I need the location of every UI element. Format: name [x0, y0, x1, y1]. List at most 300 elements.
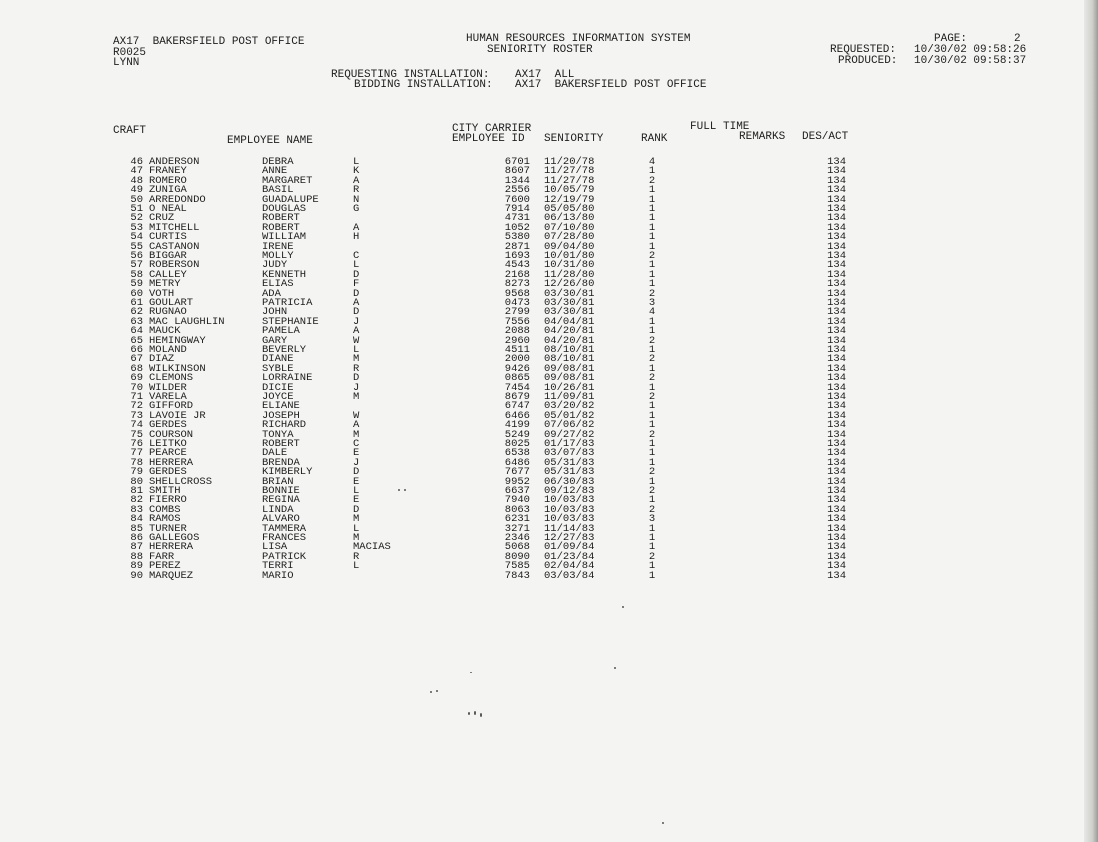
des-act: 134 — [827, 174, 846, 187]
employee-id: 5380 — [504, 231, 530, 244]
middle-name: J — [353, 315, 360, 328]
last-name: TURNER — [149, 522, 187, 535]
employee-id: 8063 — [504, 503, 530, 516]
des-act: 134 — [827, 221, 846, 234]
employee-name-header: EMPLOYEE NAME — [227, 135, 313, 147]
des-act: 134 — [827, 184, 846, 197]
employee-id: 4199 — [504, 419, 530, 432]
rank: 2 — [648, 287, 656, 300]
middle-name: F — [353, 278, 360, 291]
des-act: 134 — [827, 156, 846, 168]
last-name: BIGGAR — [149, 250, 187, 262]
page-edge-shadow — [1084, 0, 1098, 842]
row-number: 68 — [130, 362, 143, 375]
seniority-date: 12/27/83 — [544, 532, 595, 544]
last-name: ANDERSON — [149, 156, 200, 168]
employee-id: 8090 — [504, 550, 530, 563]
last-name: GERDES — [149, 419, 187, 432]
produced-value: 10/30/02 09:58:37 — [914, 55, 1027, 67]
last-name: CRUZ — [149, 212, 175, 225]
seniority-date: 04/20/81 — [544, 334, 595, 347]
employee-id-header: EMPLOYEE ID — [452, 133, 525, 145]
des-act: 134 — [827, 550, 846, 563]
bidding-value: AX17 BAKERSFIELD POST OFFICE — [515, 79, 707, 91]
first-name: JOSEPH — [262, 409, 300, 422]
rank: 3 — [648, 513, 656, 526]
first-name: DALE — [262, 447, 288, 460]
page-label: PAGE: — [934, 33, 968, 45]
rank: 2 — [648, 550, 656, 563]
row-number: 88 — [130, 550, 143, 563]
last-name: FRANEY — [149, 165, 187, 178]
seniority-date: 12/19/79 — [544, 193, 595, 206]
last-name: COURSON — [149, 428, 194, 441]
first-name: GUADALUPE — [262, 193, 319, 206]
last-name: MAUCK — [149, 325, 181, 338]
des-act: 134 — [827, 569, 846, 582]
row-number: 55 — [130, 240, 143, 253]
seniority-date: 09/04/80 — [544, 240, 595, 253]
middle-name: W — [353, 334, 360, 347]
seniority-date: 03/07/83 — [544, 447, 595, 460]
seniority-date: 11/09/81 — [544, 391, 595, 403]
last-name: GIFFORD — [149, 400, 194, 413]
des-act: 134 — [827, 372, 846, 385]
row-number: 71 — [130, 391, 143, 403]
rank: 2 — [648, 466, 656, 479]
last-name: ARREDONDO — [149, 193, 206, 206]
seniority-date: 11/20/78 — [544, 156, 595, 168]
rank: 2 — [648, 250, 656, 262]
last-name: LAVOIE JR — [149, 409, 206, 422]
row-number: 65 — [130, 334, 143, 347]
last-name: MAC LAUGHLIN — [149, 315, 225, 328]
rank: 1 — [648, 381, 656, 394]
last-name: MARQUEZ — [149, 569, 194, 582]
employee-id: 8273 — [504, 278, 530, 291]
row-number: 56 — [130, 250, 143, 262]
des-act: 134 — [827, 268, 846, 281]
rank: 4 — [648, 306, 656, 319]
des-act: 134 — [827, 438, 846, 450]
seniority-date: 01/17/83 — [544, 438, 595, 450]
employee-id: 6701 — [504, 156, 530, 168]
seniority-date: 11/14/83 — [544, 522, 595, 535]
seniority-date: 11/27/78 — [544, 165, 595, 178]
des-act: 134 — [827, 419, 846, 432]
des-act: 134 — [827, 203, 846, 215]
last-name: SHELLCROSS — [149, 475, 213, 488]
last-name: SMITH — [149, 485, 181, 497]
first-name: ROBERT — [262, 212, 300, 225]
row-number: 89 — [130, 560, 143, 573]
page-number: 2 — [1014, 33, 1021, 45]
employee-id: 3271 — [504, 522, 530, 535]
last-name: DIAZ — [149, 353, 175, 366]
employee-id: 1052 — [504, 221, 530, 234]
middle-name: J — [353, 456, 360, 469]
scan-speck — [614, 667, 616, 669]
seniority-date: 08/10/81 — [544, 353, 595, 366]
seniority-date: 09/08/81 — [544, 362, 595, 375]
des-act: 134 — [827, 494, 846, 507]
middle-name: MACIAS — [353, 541, 391, 554]
middle-name: D — [353, 503, 360, 516]
des-act: 134 — [827, 560, 846, 573]
employee-id: 4511 — [504, 344, 530, 356]
middle-name: G — [353, 203, 360, 215]
seniority-date: 09/27/82 — [544, 428, 595, 441]
row-number: 66 — [130, 344, 143, 356]
last-name: PEARCE — [149, 447, 187, 460]
last-name: RAMOS — [149, 513, 181, 526]
employee-id: 7940 — [504, 494, 530, 507]
middle-name: R — [353, 550, 360, 563]
scan-speck — [430, 691, 432, 693]
des-act: 134 — [827, 287, 846, 300]
row-number: 46 — [130, 156, 143, 168]
rank: 1 — [648, 165, 656, 178]
employee-id: 7843 — [504, 569, 530, 582]
rank: 2 — [648, 428, 656, 441]
last-name: MOLAND — [149, 344, 187, 356]
row-number: 51 — [130, 203, 143, 215]
rank: 1 — [648, 240, 656, 253]
first-name: DOUGLAS — [262, 203, 307, 215]
des-act: 134 — [827, 297, 846, 309]
middle-name: E — [353, 475, 360, 488]
des-act: 134 — [827, 522, 846, 535]
employee-id: 7600 — [504, 193, 530, 206]
first-name: PATRICK — [262, 550, 307, 563]
first-name: WILLIAM — [262, 231, 307, 244]
seniority-date: 10/03/83 — [544, 503, 595, 516]
employee-id: 0473 — [504, 297, 530, 309]
row-number: 90 — [130, 569, 143, 582]
first-name: BASIL — [262, 184, 294, 197]
rank: 1 — [648, 494, 656, 507]
first-name: DICIE — [262, 381, 294, 394]
bidding-label: BIDDING INSTALLATION: — [354, 79, 493, 91]
row-number: 69 — [130, 372, 143, 385]
first-name: KIMBERLY — [262, 466, 313, 479]
middle-name: L — [353, 522, 360, 535]
first-name: RICHARD — [262, 419, 307, 432]
middle-name: W — [353, 409, 360, 422]
seniority-date: 05/05/80 — [544, 203, 595, 215]
rank: 1 — [648, 456, 656, 469]
first-name: ELIANE — [262, 400, 300, 413]
row-number: 48 — [130, 174, 143, 187]
last-name: HERRERA — [149, 541, 194, 554]
rank: 1 — [648, 315, 656, 328]
des-act: 134 — [827, 193, 846, 206]
full-time-label: FULL TIME — [690, 121, 750, 133]
first-name: BRIAN — [262, 475, 294, 488]
employee-id: 6486 — [504, 456, 530, 469]
rank: 2 — [648, 372, 656, 385]
rank: 1 — [648, 221, 656, 234]
row-number: 47 — [130, 165, 143, 178]
employee-id: 4543 — [504, 259, 530, 272]
rank: 1 — [648, 278, 656, 291]
scan-speck — [470, 672, 472, 673]
des-act: 134 — [827, 250, 846, 262]
rank: 2 — [648, 174, 656, 187]
first-name: ELIAS — [262, 278, 294, 291]
last-name: PEREZ — [149, 560, 181, 573]
requesting-label: REQUESTING INSTALLATION: — [331, 69, 490, 81]
employee-id: 5249 — [504, 428, 530, 441]
middle-name: D — [353, 372, 360, 385]
last-name: CALLEY — [149, 268, 187, 281]
des-act: 134 — [827, 532, 846, 544]
seniority-date: 06/30/83 — [544, 475, 595, 488]
employee-id: 9568 — [504, 287, 530, 300]
seniority-date: 04/04/81 — [544, 315, 595, 328]
middle-name: A — [353, 325, 360, 338]
employee-id: 7454 — [504, 381, 530, 394]
middle-name: A — [353, 297, 360, 309]
rank: 1 — [648, 438, 656, 450]
seniority-date: 09/08/81 — [544, 372, 595, 385]
rank: 3 — [648, 297, 656, 309]
row-number: 52 — [130, 212, 143, 225]
employee-id: 2556 — [504, 184, 530, 197]
seniority-date: 07/10/80 — [544, 221, 595, 234]
row-number: 75 — [130, 428, 143, 441]
middle-name: E — [353, 447, 360, 460]
middle-name: L — [353, 485, 360, 497]
row-number: 83 — [130, 503, 143, 516]
row-number: 84 — [130, 513, 143, 526]
seniority-date: 12/26/80 — [544, 278, 595, 291]
employee-id: 2088 — [504, 325, 530, 338]
middle-name: M — [353, 532, 360, 544]
first-name: PAMELA — [262, 325, 300, 338]
row-number: 57 — [130, 259, 143, 272]
des-act: 134 — [827, 409, 846, 422]
des-act: 134 — [827, 259, 846, 272]
des-act: 134 — [827, 353, 846, 366]
employee-id: 2799 — [504, 306, 530, 319]
row-number: 63 — [130, 315, 143, 328]
seniority-date: 10/03/83 — [544, 494, 595, 507]
rank: 1 — [648, 541, 656, 554]
first-name: LORRAINE — [262, 372, 313, 385]
last-name: ROMERO — [149, 174, 187, 187]
rank: 1 — [648, 193, 656, 206]
rank: 1 — [648, 560, 656, 573]
des-act: 134 — [827, 362, 846, 375]
des-act: 134 — [827, 306, 846, 319]
row-number: 62 — [130, 306, 143, 319]
employee-id: 6747 — [504, 400, 530, 413]
middle-name: A — [353, 221, 360, 234]
rank: 1 — [648, 532, 656, 544]
last-name: GALLEGOS — [149, 532, 200, 544]
first-name: MARIO — [262, 569, 294, 582]
seniority-date: 01/23/84 — [544, 550, 595, 563]
des-act: 134 — [827, 381, 846, 394]
seniority-date: 07/06/82 — [544, 419, 595, 432]
employee-id: 6466 — [504, 409, 530, 422]
scan-speck — [474, 711, 476, 715]
last-name: LEITKO — [149, 438, 187, 450]
first-name: IRENE — [262, 240, 294, 253]
rank: 1 — [648, 419, 656, 432]
table-row — [0, 571, 1098, 581]
last-name: MITCHELL — [149, 221, 200, 234]
rank-header: RANK — [641, 133, 668, 145]
remarks-header: REMARKS — [739, 131, 786, 143]
seniority-date: 10/26/81 — [544, 381, 595, 394]
employee-id: 7585 — [504, 560, 530, 573]
des-act: 134 — [827, 513, 846, 526]
last-name: ROBERSON — [149, 259, 200, 272]
first-name: STEPHANIE — [262, 315, 319, 328]
first-name: LISA — [262, 541, 288, 554]
scan-speck — [622, 606, 624, 608]
employee-id: 2346 — [504, 532, 530, 544]
row-number: 60 — [130, 287, 143, 300]
first-name: KENNETH — [262, 268, 307, 281]
last-name: GERDES — [149, 466, 187, 479]
rank: 1 — [648, 522, 656, 535]
middle-name: M — [353, 428, 360, 441]
scan-speck — [404, 489, 406, 491]
row-number: 49 — [130, 184, 143, 197]
first-name: TERRI — [262, 560, 294, 573]
first-name: SYBLE — [262, 362, 294, 375]
des-act: 134 — [827, 325, 846, 338]
row-number: 64 — [130, 325, 143, 338]
des-act: 134 — [827, 278, 846, 291]
seniority-header: SENIORITY — [544, 133, 604, 145]
seniority-date: 10/05/79 — [544, 184, 595, 197]
row-number: 70 — [130, 381, 143, 394]
rank: 1 — [648, 344, 656, 356]
seniority-date: 02/04/84 — [544, 560, 595, 573]
row-number: 59 — [130, 278, 143, 291]
seniority-date: 07/28/80 — [544, 231, 595, 244]
employee-id: 2000 — [504, 353, 530, 366]
last-name: FIERRO — [149, 494, 187, 507]
des-act: 134 — [827, 240, 846, 253]
last-name: COMBS — [149, 503, 181, 516]
last-name: RUGNAO — [149, 306, 187, 319]
employee-id: 9952 — [504, 475, 530, 488]
rank: 2 — [648, 353, 656, 366]
row-number: 77 — [130, 447, 143, 460]
middle-name: M — [353, 391, 360, 403]
report-title: SENIORITY ROSTER — [487, 44, 593, 56]
employee-id: 1693 — [504, 250, 530, 262]
des-act: 134 — [827, 503, 846, 516]
first-name: LINDA — [262, 503, 294, 516]
employee-id: 1344 — [504, 174, 530, 187]
requested-value: 10/30/02 09:58:26 — [914, 44, 1027, 56]
row-number: 53 — [130, 221, 143, 234]
employee-id: 8025 — [504, 438, 530, 450]
employee-id: 7556 — [504, 315, 530, 328]
seniority-date: 11/28/80 — [544, 268, 595, 281]
row-number: 78 — [130, 456, 143, 469]
des-act: 134 — [827, 428, 846, 441]
last-name: METRY — [149, 278, 181, 291]
des-act-header: DES/ACT — [802, 131, 849, 143]
des-act: 134 — [827, 447, 846, 460]
des-act: 134 — [827, 165, 846, 178]
employee-id: 5068 — [504, 541, 530, 554]
employee-id: 9426 — [504, 362, 530, 375]
seniority-date: 06/13/80 — [544, 212, 595, 225]
seniority-date: 08/10/81 — [544, 344, 595, 356]
row-number: 61 — [130, 297, 143, 309]
first-name: BRENDA — [262, 456, 300, 469]
row-number: 72 — [130, 400, 143, 413]
craft-value: CITY CARRIER — [452, 123, 532, 135]
row-number: 85 — [130, 522, 143, 535]
des-act: 134 — [827, 475, 846, 488]
rank: 1 — [648, 400, 656, 413]
first-name: JOYCE — [262, 391, 294, 403]
middle-name: D — [353, 268, 360, 281]
row-number: 86 — [130, 532, 143, 544]
middle-name: D — [353, 466, 360, 479]
row-number: 73 — [130, 409, 143, 422]
des-act: 134 — [827, 466, 846, 479]
des-act: 134 — [827, 456, 846, 469]
last-name: GOULART — [149, 297, 194, 309]
rank: 1 — [648, 259, 656, 272]
last-name: WILKINSON — [149, 362, 206, 375]
middle-name: J — [353, 381, 360, 394]
rank: 2 — [648, 334, 656, 347]
last-name: HERRERA — [149, 456, 194, 469]
employee-id: 7677 — [504, 466, 530, 479]
seniority-date: 04/20/81 — [544, 325, 595, 338]
row-number: 58 — [130, 268, 143, 281]
middle-name: R — [353, 362, 360, 375]
first-name: ROBERT — [262, 221, 300, 234]
rank: 1 — [648, 268, 656, 281]
row-number: 67 — [130, 353, 143, 366]
des-act: 134 — [827, 344, 846, 356]
rank: 1 — [648, 203, 656, 215]
first-name: ADA — [262, 287, 281, 300]
middle-name: M — [353, 513, 360, 526]
des-act: 134 — [827, 400, 846, 413]
scan-speck — [398, 489, 400, 491]
first-name: TAMMERA — [262, 522, 307, 535]
requesting-value: AX17 ALL — [515, 69, 575, 81]
first-name: GARY — [262, 334, 288, 347]
middle-name: K — [353, 165, 360, 178]
first-name: REGINA — [262, 494, 300, 507]
des-act: 134 — [827, 485, 846, 497]
middle-name: L — [353, 259, 360, 272]
rank: 2 — [648, 485, 656, 497]
des-act: 134 — [827, 231, 846, 244]
des-act: 134 — [827, 541, 846, 554]
seniority-date: 10/01/80 — [544, 250, 595, 262]
rank: 2 — [648, 391, 656, 403]
last-name: FARR — [149, 550, 175, 563]
des-act: 134 — [827, 391, 846, 403]
scan-speck — [436, 690, 438, 692]
system-title: HUMAN RESOURCES INFORMATION SYSTEM — [466, 33, 691, 45]
